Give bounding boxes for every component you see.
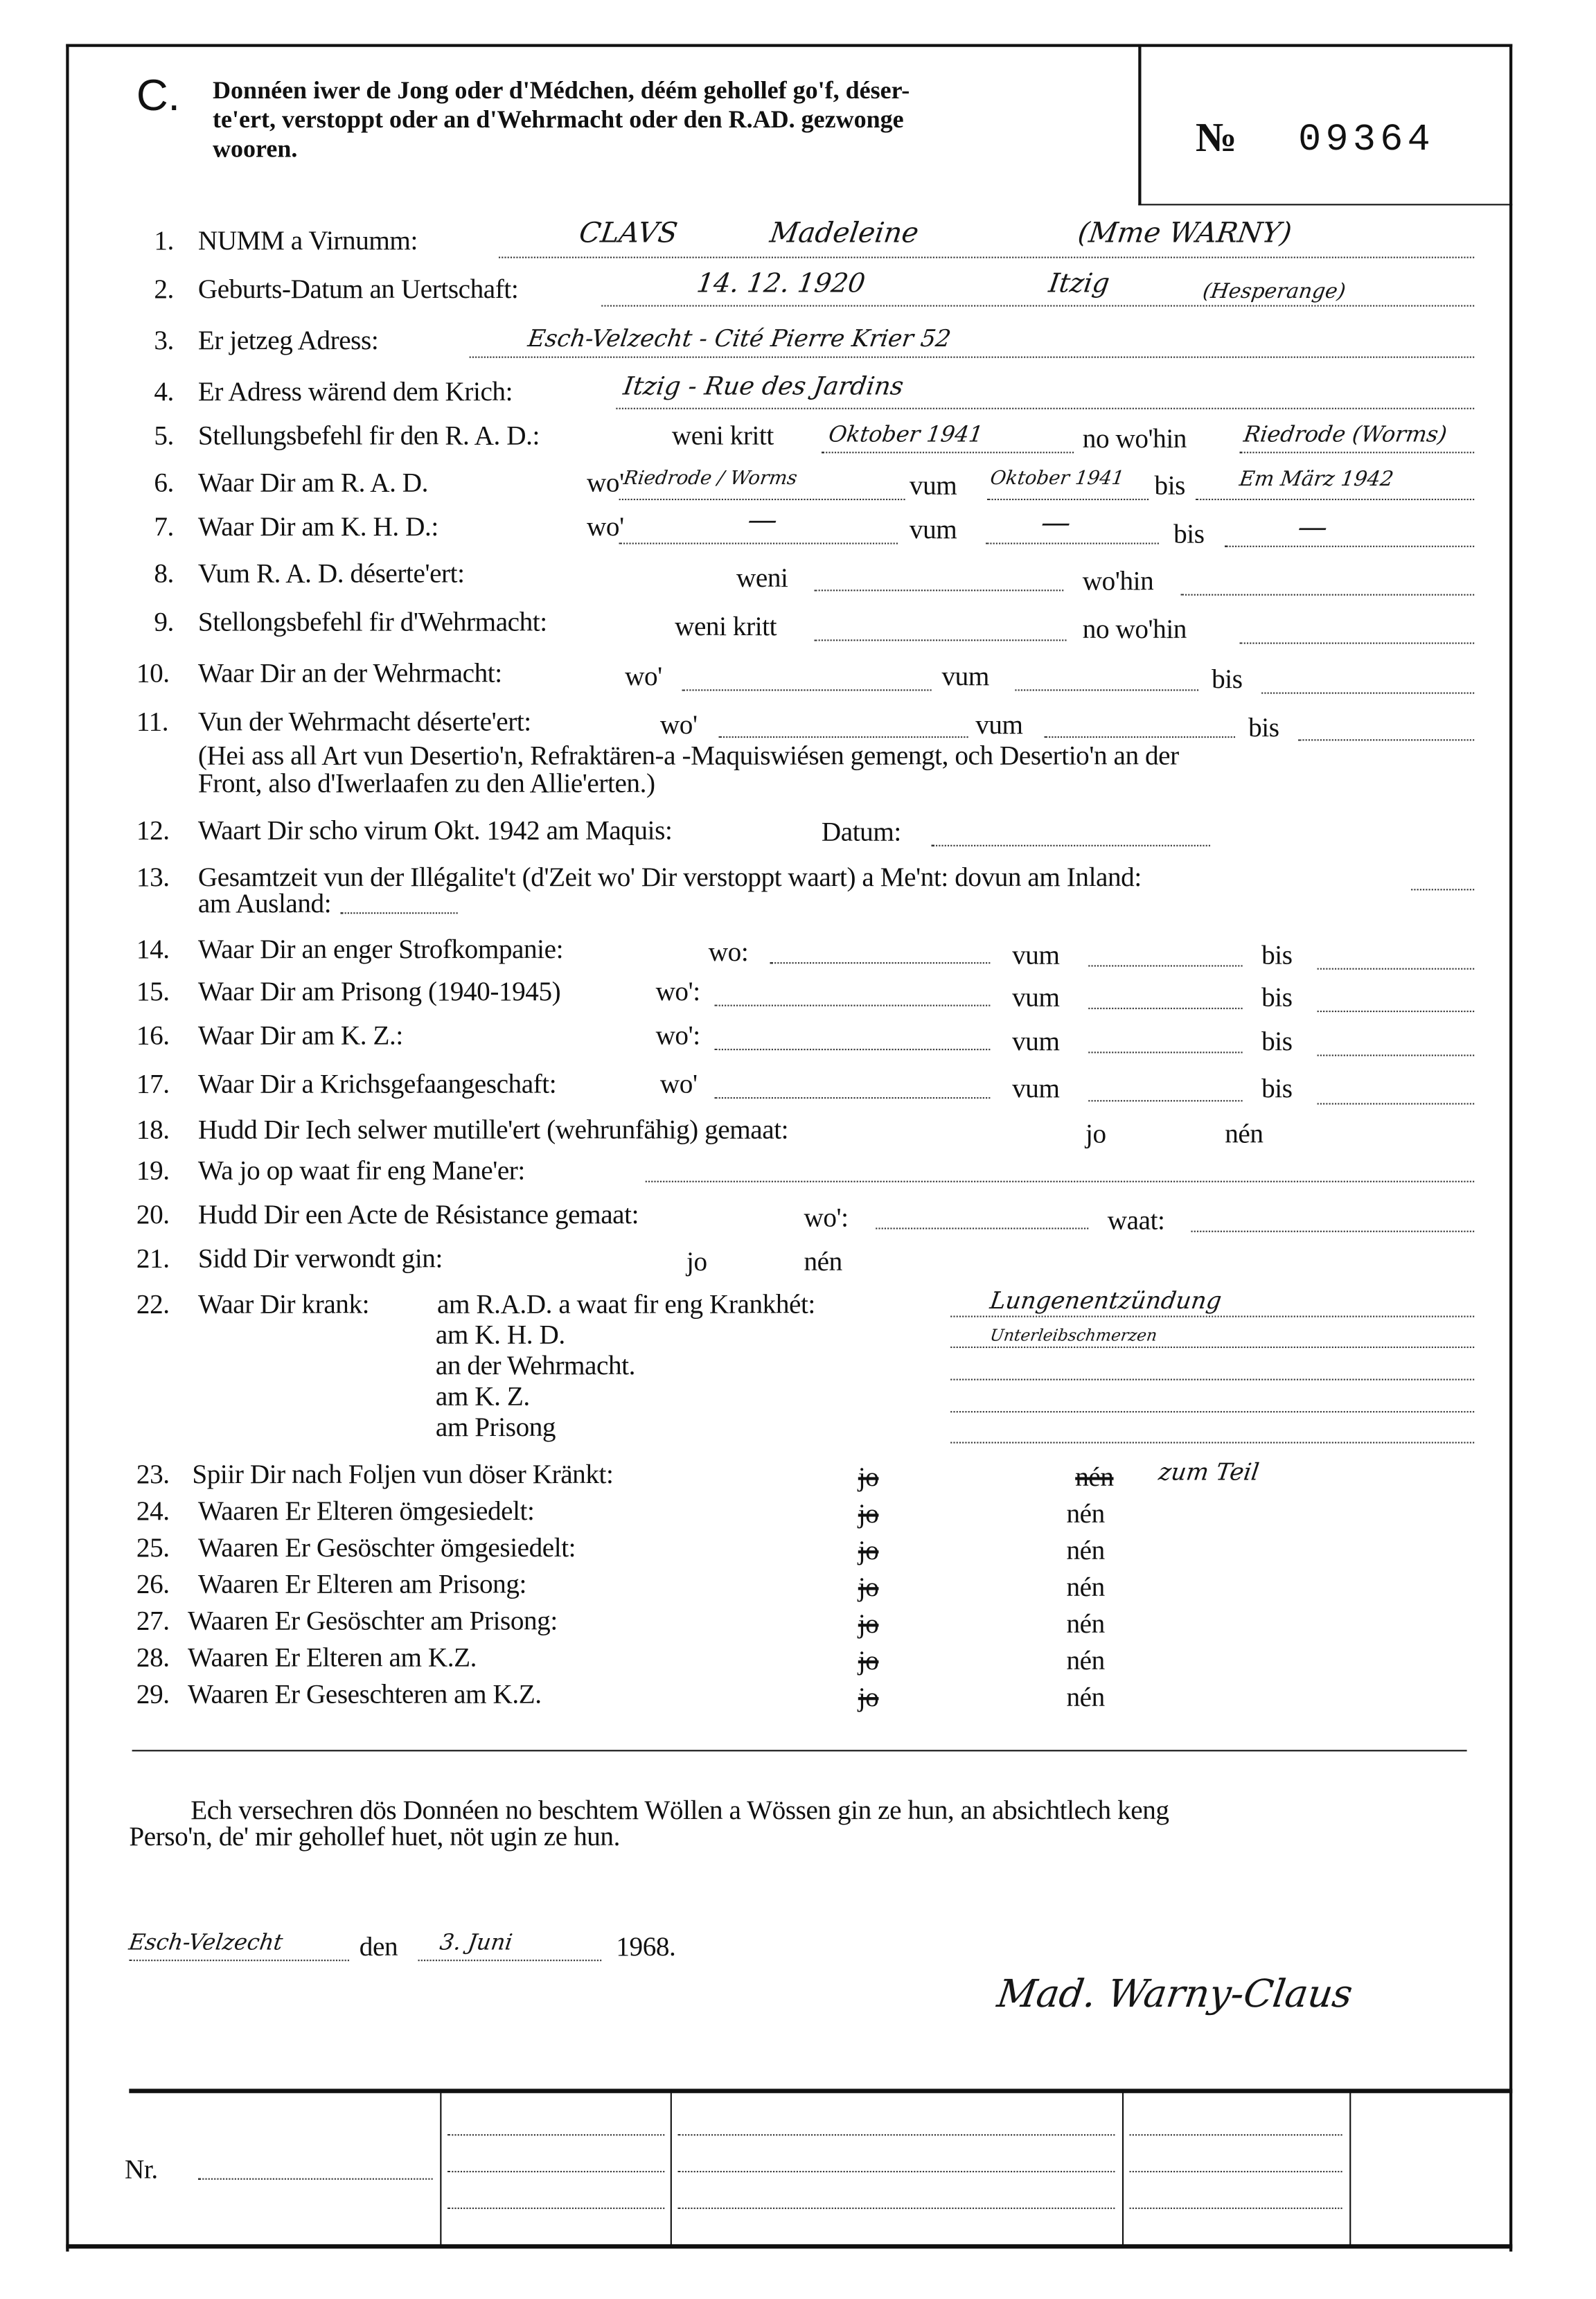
where-label: wo': [587, 513, 624, 543]
yes-option-struck[interactable]: jo: [858, 1684, 879, 1714]
khd-place-value: —: [745, 501, 780, 538]
section-letter: C.: [136, 71, 180, 121]
row-number: 11.: [136, 708, 169, 738]
illness-wehrmacht-field[interactable]: [950, 1379, 1474, 1381]
yes-option-struck[interactable]: jo: [858, 1537, 879, 1567]
kz-from-field[interactable]: [1088, 1051, 1242, 1053]
header-bottom: [1138, 204, 1512, 205]
no-option[interactable]: nén: [1066, 1610, 1105, 1640]
row-label: Waar Dir krank:: [197, 1290, 370, 1320]
partial-note: zum Teil: [1157, 1457, 1261, 1486]
row-label: Waar Dir an der Wehrmacht:: [197, 659, 502, 690]
declaration-line: Ech versechren dös Donnéen no beschtem Wöllen a Wössen gin ze hun, an absichtlech keng: [190, 1797, 1169, 1827]
row-number: 21.: [136, 1245, 170, 1275]
war-address-value: Itzig - Rue des Jardins: [621, 372, 905, 402]
illness-prison-field[interactable]: [950, 1442, 1474, 1444]
desert-place-field[interactable]: [719, 736, 968, 738]
row-label: Sidd Dir verwondt gin:: [197, 1245, 443, 1275]
rad-order-date-field[interactable]: [822, 452, 1074, 453]
row-number: 25.: [136, 1534, 170, 1564]
row-number: 16.: [136, 1022, 170, 1052]
where-label: wo': [625, 663, 662, 693]
where-label: wo':: [655, 1022, 700, 1052]
rad-from-field[interactable]: [987, 499, 1149, 500]
strafkompanie-place-field[interactable]: [770, 962, 991, 964]
desert-from-field[interactable]: [1045, 736, 1235, 738]
no-option[interactable]: nén: [1066, 1684, 1105, 1714]
signature: Mad. Warny-Claus: [994, 1973, 1356, 2017]
row-label: Waaren Er Elteren am Prisong:: [197, 1570, 526, 1601]
yes-option-struck[interactable]: jo: [858, 1464, 879, 1493]
row-number: 14.: [136, 936, 170, 966]
row-label: Waar Dir an enger Strofkompanie:: [197, 936, 564, 966]
row-number: 10.: [136, 659, 170, 690]
row-number: 17.: [136, 1070, 170, 1101]
khd-until-value: —: [1295, 508, 1330, 544]
footer-col: [1349, 2091, 1351, 2246]
row-number: 15.: [136, 978, 170, 1008]
date-field[interactable]: [418, 1960, 602, 1961]
pow-place-field[interactable]: [714, 1097, 990, 1099]
row-number: 18.: [136, 1116, 170, 1146]
rad-desert-dest-field[interactable]: [1181, 594, 1475, 596]
yes-option-struck[interactable]: jo: [858, 1647, 879, 1677]
until-label: bis: [1261, 1075, 1293, 1105]
yes-option-struck[interactable]: jo: [858, 1610, 879, 1640]
married-name-value: (Mme WARNY): [1076, 217, 1294, 249]
what-label: waat:: [1107, 1207, 1165, 1237]
illness-kz-field[interactable]: [950, 1411, 1474, 1412]
wehrmacht-order-dest-field[interactable]: [1239, 643, 1474, 644]
rad-destination-field[interactable]: [1239, 452, 1474, 453]
yes-option[interactable]: jo: [686, 1248, 707, 1278]
row-label: Waar Dir am Prisong (1940-1945): [197, 978, 561, 1008]
no-option[interactable]: nén: [804, 1248, 842, 1278]
pow-from-field[interactable]: [1088, 1100, 1242, 1101]
row-label: Er jetzeg Adress:: [197, 327, 379, 357]
row-label: Spiir Dir nach Foljen vun döser Kränkt:: [192, 1461, 614, 1491]
yes-option-struck[interactable]: jo: [858, 1500, 879, 1530]
row-note: (Hei ass all Art vun Desertio'n, Refraktären-a -Maquiswiésen gemengt, och Desertio'n an der: [197, 742, 1179, 772]
strafkompanie-until-field[interactable]: [1318, 968, 1475, 970]
den-label: den: [359, 1933, 398, 1963]
sub-label: am Prisong: [435, 1414, 556, 1444]
yes-option-struck[interactable]: jo: [858, 1574, 879, 1604]
illness-khd-value: Unterleibschmerzen: [988, 1326, 1159, 1345]
desert-until-field[interactable]: [1298, 739, 1474, 740]
footer-field[interactable]: [677, 2134, 1115, 2136]
illness-rad-field[interactable]: [950, 1315, 1474, 1317]
yes-option[interactable]: jo: [1085, 1120, 1106, 1151]
row-label: Waaren Er Geseschteren am K.Z.: [188, 1680, 542, 1711]
rad-order-date-value: Oktober 1941: [826, 420, 985, 447]
row-number: 5.: [154, 422, 174, 452]
footer-bottom-line: [66, 2244, 1512, 2248]
prison-place-field[interactable]: [714, 1005, 990, 1006]
until-label: bis: [1261, 984, 1293, 1014]
title-line: te'ert, verstoppt oder an d'Wehrmacht oder den R.AD. gezwonge: [213, 105, 904, 134]
row-number: 28.: [136, 1644, 170, 1674]
pow-until-field[interactable]: [1318, 1103, 1475, 1104]
from-label: vum: [909, 472, 957, 502]
wehrmacht-from-field[interactable]: [1015, 689, 1198, 691]
until-label: bis: [1154, 472, 1186, 502]
row-number: 19.: [136, 1157, 170, 1187]
title-line: Donnéen iwer de Jong oder d'Médchen, déém gehollef go'f, déser-: [213, 76, 910, 105]
kz-until-field[interactable]: [1318, 1055, 1475, 1056]
no-option[interactable]: nén: [1066, 1500, 1105, 1530]
where-label: wo': [659, 711, 698, 741]
birth-field[interactable]: [601, 305, 1474, 306]
sub-label: am K. Z.: [435, 1383, 530, 1413]
nr-field[interactable]: [198, 2178, 433, 2180]
wehrmacht-order-date-field[interactable]: [814, 639, 1066, 641]
until-label: bis: [1248, 714, 1279, 744]
no-option[interactable]: nén: [1066, 1647, 1105, 1677]
row-label: Stellungsbefehl fir den R. A. D.:: [197, 422, 540, 452]
row-label: Wa jo op waat fir eng Mane'er:: [197, 1157, 525, 1187]
birth-place-value: Itzig: [1047, 268, 1112, 299]
war-address-field[interactable]: [616, 408, 1474, 409]
until-label: bis: [1173, 520, 1205, 551]
date-value: 3. Juni: [438, 1928, 515, 1955]
row-number: 20.: [136, 1201, 170, 1231]
row-number: 1.: [154, 227, 174, 257]
from-label: vum: [909, 516, 957, 546]
footer-field[interactable]: [1130, 2208, 1342, 2209]
place-field[interactable]: [129, 1960, 349, 1961]
footer-col: [671, 2091, 672, 2246]
row-label: Waaren Er Gesöschter ömgesiedelt:: [197, 1534, 576, 1564]
row-number: 6.: [154, 469, 174, 499]
row-number: 23.: [136, 1461, 170, 1491]
row-number: 22.: [136, 1290, 170, 1320]
row-label: Er Adress wärend dem Krich:: [197, 378, 513, 408]
until-label: bis: [1261, 1028, 1293, 1058]
row-label: Waar Dir a Krichsgefaangeschaft:: [197, 1070, 557, 1101]
from-label: vum: [1012, 1075, 1060, 1105]
where-to-label: no wo'hin: [1082, 616, 1187, 646]
row-label: Waaren Er Elteren ömgesiedelt:: [197, 1498, 535, 1527]
rad-desert-date-field[interactable]: [814, 589, 1063, 591]
until-label: bis: [1261, 941, 1293, 971]
from-label: vum: [1012, 1028, 1060, 1058]
row-label: Waar Dir am R. A. D.: [197, 469, 429, 499]
footer-top-line: [129, 2088, 1512, 2093]
rad-until-field[interactable]: [1196, 499, 1474, 500]
rad-destination-value: Riedrode (Worms): [1242, 420, 1449, 447]
row-label: Waaren Er Gesöschter am Prisong:: [188, 1607, 558, 1637]
date-label: Datum:: [821, 818, 901, 848]
title-line: wooren.: [213, 134, 298, 163]
where-to-label: wo'hin: [1082, 567, 1154, 597]
abroad-field[interactable]: [340, 912, 457, 914]
from-label: vum: [1012, 941, 1060, 971]
place-value: Esch-Velzecht: [127, 1928, 285, 1955]
row-number: 4.: [154, 378, 174, 408]
wehrmacht-place-field[interactable]: [682, 689, 932, 691]
from-label: vum: [941, 663, 989, 693]
where-label: wo': [659, 1070, 698, 1101]
header-divider: [1138, 44, 1141, 206]
row-number: 26.: [136, 1570, 170, 1601]
when-label: weni kritt: [675, 613, 777, 643]
sub-label: am R.A.D. a waat fir eng Krankhét:: [437, 1290, 815, 1320]
footer-field[interactable]: [677, 2171, 1115, 2172]
declaration-line: Perso'n, de' mir gehollef huet, nöt ugin ze hun.: [129, 1823, 620, 1853]
no-option-struck[interactable]: nén: [1075, 1464, 1114, 1493]
khd-place-field[interactable]: [619, 543, 898, 544]
frame-top: [66, 44, 1512, 47]
from-label: vum: [975, 711, 1023, 741]
footer-field[interactable]: [447, 2134, 664, 2136]
from-label: vum: [1012, 984, 1060, 1014]
row-label: Geburts-Datum an Uertschaft:: [197, 276, 519, 305]
no-option[interactable]: nén: [1225, 1120, 1264, 1151]
row-number: 27.: [136, 1607, 170, 1637]
footer-field[interactable]: [1130, 2171, 1342, 2172]
row-number: 2.: [154, 276, 174, 305]
where-label: wo:: [708, 939, 749, 968]
row-label: Hudd Dir een Acte de Résistance gemaat:: [197, 1201, 639, 1231]
row-label: Vum R. A. D. déserte'ert:: [197, 560, 465, 590]
row-number: 13.: [136, 864, 170, 894]
footer-field[interactable]: [447, 2208, 664, 2209]
row-number: 9.: [154, 608, 174, 639]
footer-col: [1122, 2091, 1124, 2246]
section-title: [213, 76, 1115, 164]
row-label: Hudd Dir Iech selwer mutille'ert (wehrunfähig) gemaat:: [197, 1116, 789, 1146]
mutilation-manner-field[interactable]: [646, 1181, 1474, 1182]
birth-commune-value: (Hesperange): [1201, 280, 1347, 304]
kz-place-field[interactable]: [714, 1049, 990, 1050]
where-label: wo': [587, 469, 624, 499]
until-label: bis: [1212, 666, 1243, 695]
sub-label: an der Wehrmacht.: [435, 1352, 635, 1382]
khd-from-field[interactable]: [986, 543, 1159, 544]
maquis-date-field[interactable]: [932, 845, 1210, 846]
frame-right: [1509, 44, 1512, 2252]
row-number: 12.: [136, 817, 170, 846]
row-note: Front, also d'Iwerlaafen zu den Allie'erten.): [197, 770, 655, 800]
when-label: weni: [736, 565, 788, 594]
row-label: Waaren Er Elteren am K.Z.: [188, 1644, 477, 1674]
footer-field[interactable]: [447, 2171, 664, 2172]
address-value: Esch-Velzecht - Cité Pierre Krier 52: [526, 323, 953, 353]
no-option[interactable]: nén: [1066, 1537, 1105, 1567]
address-field[interactable]: [470, 357, 1475, 358]
resistance-place-field[interactable]: [876, 1227, 1088, 1229]
row-number: 7.: [154, 513, 174, 543]
row-number: 3.: [154, 327, 174, 357]
prison-until-field[interactable]: [1318, 1011, 1475, 1012]
number-label: №: [1195, 116, 1237, 161]
row-number: 29.: [136, 1680, 170, 1711]
footer-field[interactable]: [1130, 2134, 1342, 2136]
where-to-label: no wo'hin: [1082, 425, 1187, 455]
form-number: 09364: [1298, 117, 1435, 161]
row-label-2: am Ausland:: [197, 890, 332, 920]
row-label: Waart Dir scho virum Okt. 1942 am Maquis:: [197, 817, 673, 846]
prison-from-field[interactable]: [1088, 1008, 1242, 1009]
name-field[interactable]: [499, 257, 1474, 258]
frame-left: [66, 44, 69, 2252]
where-label: wo':: [804, 1204, 849, 1234]
nr-label: Nr.: [124, 2156, 158, 2186]
footer-field[interactable]: [677, 2208, 1115, 2209]
when-label: weni kritt: [671, 422, 774, 452]
surname-value: CLAVS: [577, 217, 680, 249]
resistance-what-field[interactable]: [1191, 1231, 1474, 1232]
strafkompanie-from-field[interactable]: [1088, 965, 1242, 966]
sub-label: am K. H. D.: [435, 1321, 565, 1351]
khd-from-value: —: [1038, 504, 1074, 540]
row-label: Waar Dir am K. Z.:: [197, 1022, 403, 1052]
rad-place-value: Riedrode / Worms: [621, 468, 799, 490]
rad-place-field[interactable]: [619, 499, 905, 500]
row-number: 8.: [154, 560, 174, 590]
row-label: Vun der Wehrmacht déserte'ert:: [197, 708, 531, 738]
section-divider: [132, 1750, 1467, 1751]
where-label: wo':: [655, 978, 700, 1008]
footer-col: [440, 2091, 441, 2246]
wehrmacht-until-field[interactable]: [1261, 693, 1474, 694]
row-number: 24.: [136, 1498, 170, 1527]
row-label: Gesamtzeit vun der Illégalite't (d'Zeit wo' Dir verstoppt waart) a Me'nt: dovun am Inland:: [197, 864, 1142, 894]
row-label: Waar Dir am K. H. D.:: [197, 513, 438, 543]
no-option[interactable]: nén: [1066, 1574, 1105, 1604]
year-label: 1968.: [616, 1933, 676, 1963]
illness-rad-value: Lungenentzündung: [988, 1286, 1224, 1315]
row-label: Stellongsbefehl fir d'Wehrmacht:: [197, 608, 547, 639]
birth-date-value: 14. 12. 1920: [694, 268, 867, 299]
khd-until-field[interactable]: [1225, 546, 1474, 547]
rad-from-value: Oktober 1941: [988, 468, 1126, 490]
rad-until-value: Em März 1942: [1237, 468, 1395, 492]
row-label: NUMM a Virnumm:: [197, 227, 418, 257]
firstname-value: Madeleine: [768, 217, 921, 249]
inland-field[interactable]: [1411, 889, 1474, 890]
